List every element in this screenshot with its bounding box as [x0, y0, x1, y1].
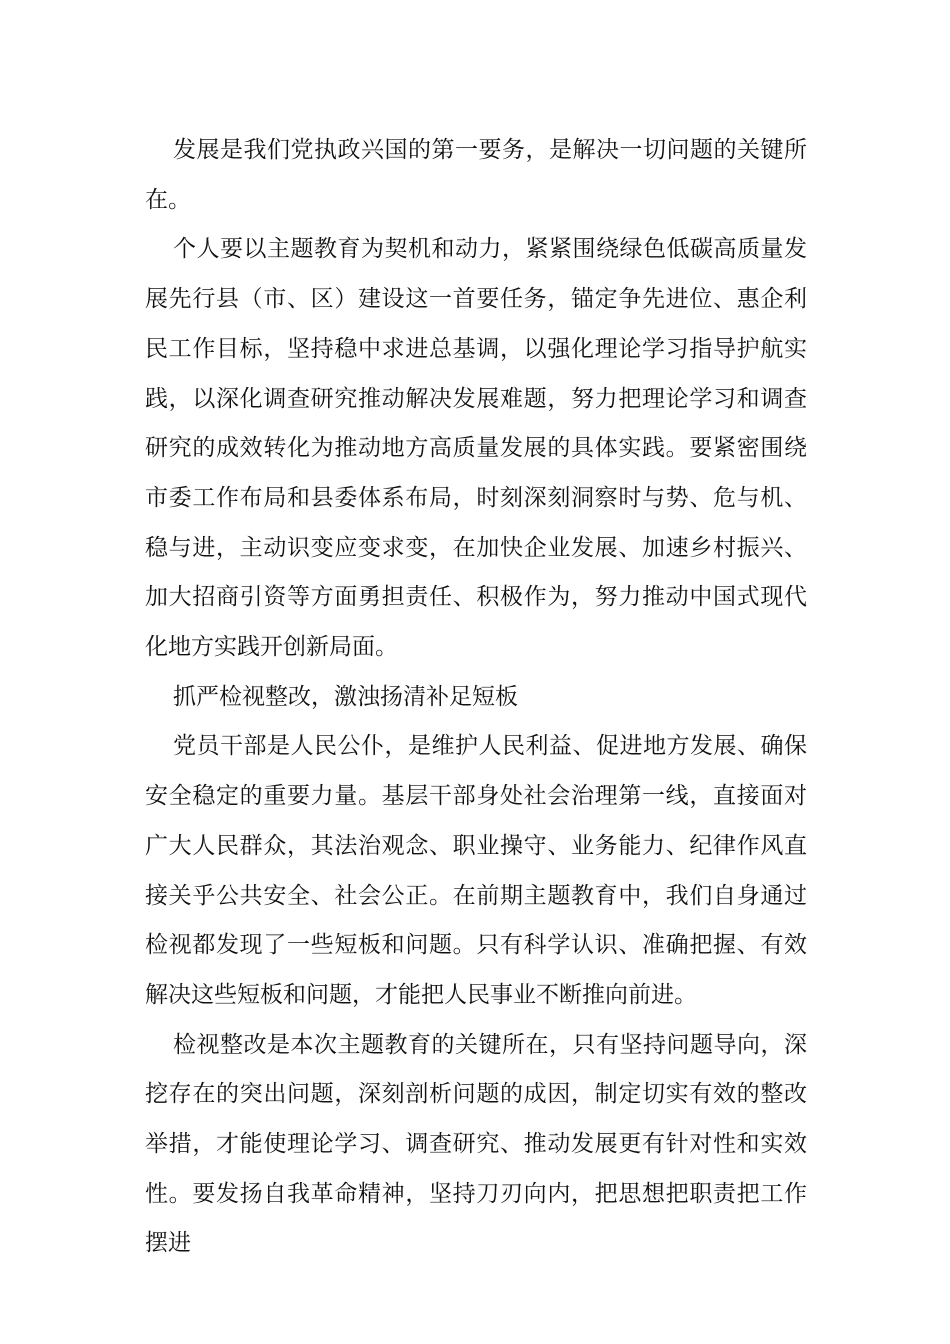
- paragraph-inspection-rectification: 检视整改是本次主题教育的关键所在，只有坚持问题导向，深挖存在的突出问题，深刻剖析问题的成因，制定切实有效的整改举措，才能使理论学习、调查研究、推动发展更有针对性和实效性。要发扬自我革命精神，坚持刀刃向内，把思想把职责把工作摆进: [145, 1031, 807, 1257]
- document-body: [145, 126, 807, 1269]
- paragraph-development-priority: 发展是我们党执政兴国的第一要务，是解决一切问题的关键所在。: [145, 137, 807, 213]
- paragraph-personal-commitment: 个人要以主题教育为契机和动力，紧紧围绕绿色低碳高质量发展先行县（市、区）建设这一首要任务，锚定争先进位、惠企利民工作目标，坚持稳中求进总基调，以强化理论学习指导护航实践，以深化调查研究推动解决发展难题，努力把理论学习和调查研究的成效转化为推动地方高质量发展的具体实践。要紧密围绕市委工作布局和县委体系布局，时刻深刻洞察时与势、危与机、稳与进，主动识变应变求变，在加快企业发展、加速乡村振兴、加大招商引资等方面勇担责任、积极作为，努力推动中国式现代化地方实践开创新局面。: [145, 236, 807, 661]
- section-heading-inspection-rectification: 抓严检视整改，激浊扬清补足短板: [173, 683, 518, 710]
- paragraph-party-cadres: 党员干部是人民公仆，是维护人民利益、促进地方发展、确保安全稳定的重要力量。基层干部身处社会治理第一线，直接面对广大人民群众，其法治观念、职业操守、业务能力、纪律作风直接关乎公共安全、社会公正。在前期主题教育中，我们自身通过检视都发现了一些短板和问题。只有科学认识、准确把握、有效解决这些短板和问题，才能把人民事业不断推向前进。: [145, 733, 807, 1008]
